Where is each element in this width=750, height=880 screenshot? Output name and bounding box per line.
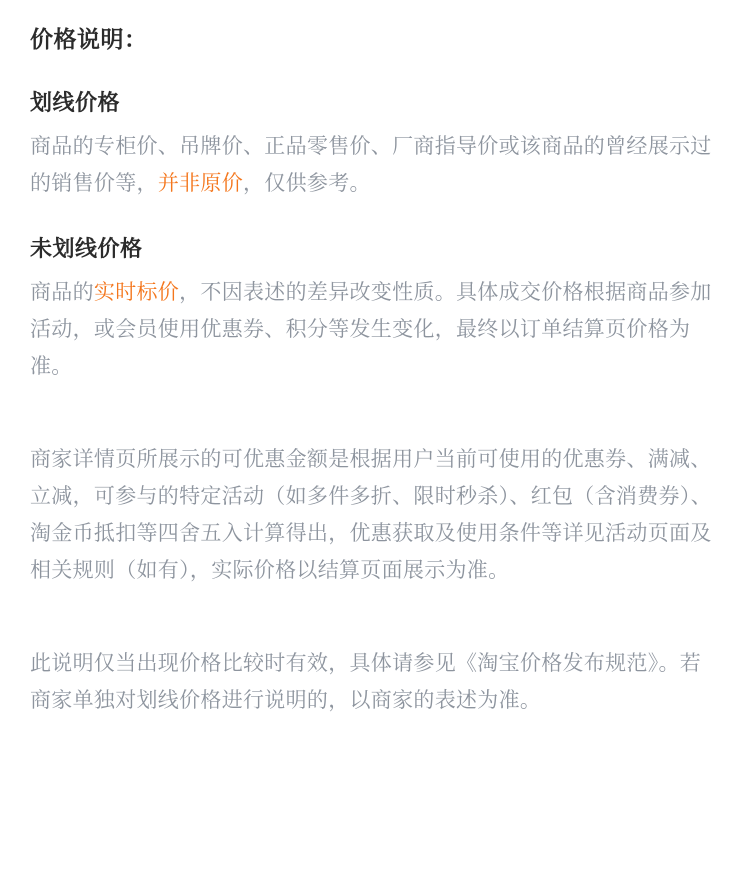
text-run-highlight: 实时标价 [93, 281, 180, 304]
page-title: 价格说明： [30, 26, 148, 52]
section-non-strikethrough-price [30, 234, 720, 719]
paragraph [30, 274, 720, 385]
section-heading: 未划线价格 [30, 236, 143, 261]
section-heading: 划线价格 [30, 90, 121, 115]
paragraph [30, 645, 720, 719]
paragraph [30, 441, 720, 589]
text-run: ，仅供参考。 [243, 172, 371, 195]
text-run: ，不因表述的差异改变性质。具体成交价格根据商品参加活动，或会员使用优惠券、积分等发生变化，最终以订单结算页价格为准。 [30, 281, 712, 378]
text-run: 商品的 [30, 281, 94, 304]
text-run: 商品的专柜价、吊牌价、正品零售价、厂商指导价或该商品的曾经展示过的销售价等， [30, 135, 712, 195]
paragraph [30, 128, 720, 202]
text-run: 商家详情页所展示的可优惠金额是根据用户当前可使用的优惠券、满减、立减，可参与的特定活动（如多件多折、限时秒杀）、红包（含消费券）、淘金币抵扣等四舍五入计算得出，优惠获取及使用条件等详见活动页面及相关规则（如有），实际价格以结算页面展示为准。 [30, 448, 712, 582]
section-strikethrough-price [30, 88, 720, 202]
text-run: 此说明仅当出现价格比较时有效，具体请参见《淘宝价格发布规范》。若商家单独对划线价格进行说明的，以商家的表述为准。 [30, 652, 702, 712]
paragraph-spacer [30, 589, 720, 615]
text-run-highlight: 并非原价 [157, 172, 244, 195]
paragraph-spacer [30, 385, 720, 411]
